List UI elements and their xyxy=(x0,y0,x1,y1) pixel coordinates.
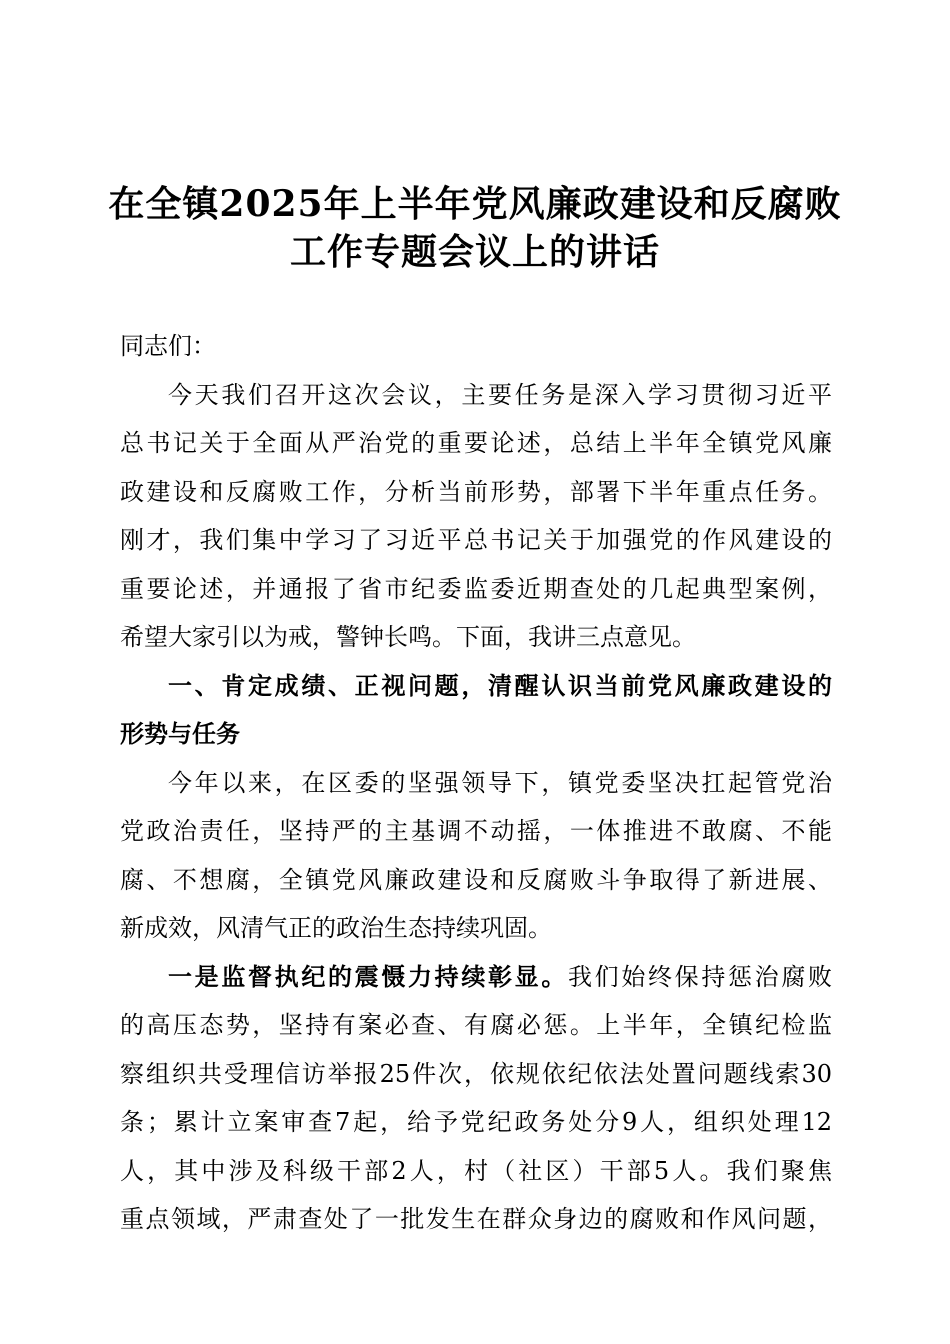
intro-line: 希望大家引以为戒，警钟长鸣。下面，我讲三点意见。 xyxy=(120,623,696,651)
section-para-line: 新成效，风清气正的政治生态持续巩固。 xyxy=(120,914,552,942)
title-line-1: 在全镇2025年上半年党风廉政建设和反腐败 xyxy=(108,183,842,225)
document-body xyxy=(120,322,832,1244)
point-line: 察组织共受理信访举报25件次，依规依纪依法处置问题线索30 xyxy=(120,1059,832,1088)
intro-line: 重要论述，并通报了省市纪委监委近期查处的几起典型案例， xyxy=(120,574,832,603)
intro-line: 刚才，我们集中学习了习近平总书记关于加强党的作风建设的 xyxy=(120,526,832,554)
section-para-line: 党政治责任，坚持严的主基调不动摇，一体推进不敢腐、不能 xyxy=(120,817,832,845)
intro-line: 今天我们召开这次会议，主要任务是深入学习贯彻习近平 xyxy=(168,380,832,409)
point-line: 的高压态势，坚持有案必查、有腐必惩。上半年，全镇纪检监 xyxy=(120,1011,832,1039)
point-line: 人，其中涉及科级干部2人，村（社区）干部5人。我们聚焦 xyxy=(120,1156,832,1185)
intro-line: 总书记关于全面从严治党的重要论述，总结上半年全镇党风廉 xyxy=(120,429,832,457)
point-1-lead: 一是监督执纪的震慑力持续彰显。 xyxy=(168,961,568,991)
point-line: 条；累计立案审查7起，给予党纪政务处分9人，组织处理12 xyxy=(120,1108,832,1136)
point-1-first-rest: 我们始终保持惩治腐败 xyxy=(568,962,832,991)
section-heading-line: 一、肯定成绩、正视问题，清醒认识当前党风廉政建设的 xyxy=(168,670,832,700)
section-heading-line: 形势与任务 xyxy=(120,719,240,748)
point-line: 重点领域，严肃查处了一批发生在群众身边的腐败和作风问题， xyxy=(120,1205,832,1233)
point-1-first-line xyxy=(120,953,832,1002)
section-para-line: 今年以来，在区委的坚强领导下，镇党委坚决扛起管党治 xyxy=(168,768,832,797)
title-line-2: 工作专题会议上的讲话 xyxy=(289,231,660,273)
salutation: 同志们： xyxy=(120,332,216,360)
intro-line: 政建设和反腐败工作，分析当前形势，部署下半年重点任务。 xyxy=(120,477,832,506)
document-title xyxy=(100,180,850,276)
section-para-line: 腐、不想腐，全镇党风廉政建设和反腐败斗争取得了新进展、 xyxy=(120,865,832,894)
